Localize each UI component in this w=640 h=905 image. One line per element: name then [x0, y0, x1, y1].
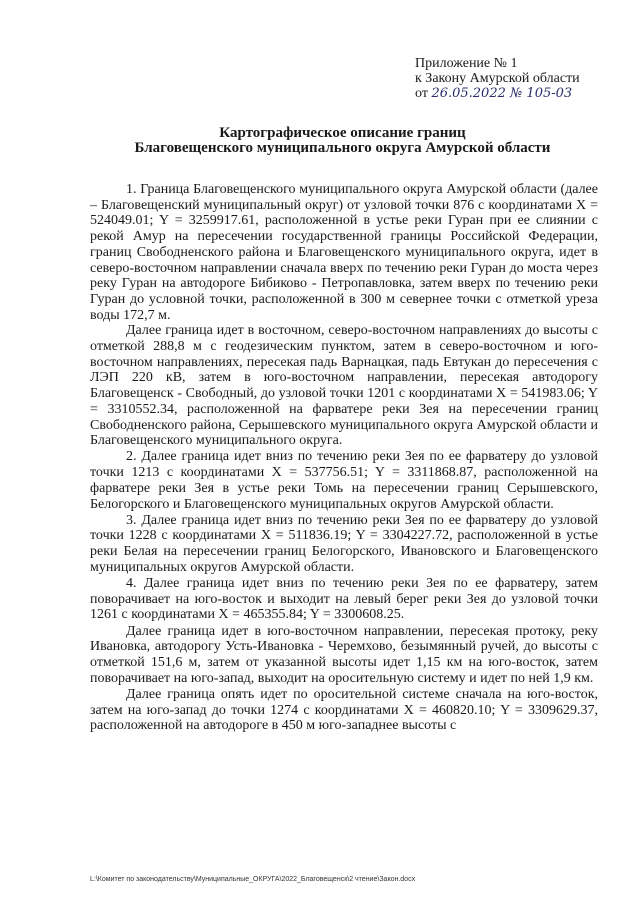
annex-line-2: к Закону Амурской области [415, 71, 580, 86]
annex-date-prefix: от [415, 86, 428, 101]
paragraph: Далее граница идет в восточном, северо-восточном направлениях до высоты с отметкой 288,8 м с геодезическим пунктом, затем в северо-восточном и юго-восточном направлениях, пересекая падь Варнацкая, падь Евтукан до пересечения с ЛЭП 220 кВ, затем в юго-восточном направлении, пересекая автодорогу Благовещенск - Свободный, до узловой точки 1201 с координатами X = 541983.06; Y = 3310552.34, расположенной на фарватере реки Зея на пересечении границ Свободненского района, Серышевского муниципального округа Амурской области и Благовещенского муниципального округа. [90, 323, 598, 449]
annex-line-1: Приложение № 1 [415, 56, 518, 71]
title-line-2: Благовещенского муниципального округа Амурской области [134, 140, 551, 156]
paragraph: 4. Далее граница идет вниз по течению реки Зея по ее фарватеру, затем поворачивает на юго-восток и выходит на левый берег реки Зея до узловой точки 1261 с координатами X = 465355.84; Y = 3300608.25. [90, 576, 598, 623]
document-title [0, 126, 640, 156]
paragraph: 1. Граница Благовещенского муниципального округа Амурской области (далее – Благовещенский муниципальный округ) от узловой точки 876 с координатами X = 524049.01; Y = 3259917.61, расположенной в устье реки Гуран при ее слиянии с рекой Амур на пересечении государственной границы Российской Федерации, границ Свободненского района и Благовещенского муниципального округа, идет в северо-восточном направлении сначала вверх по течению реки Гуран до моста через реку Гуран на автодороге Бибиково - Петропавловка, затем вверх по течению реки Гуран до условной точки, расположенной в 300 м севернее точки с отметкой уреза воды 172,7 м. [90, 182, 598, 323]
footer-file-path: L:\Комитет по законодательству\Муниципальные_ОКРУГА\2022_Благовещенск\2 чтение\Закон.docx [90, 876, 416, 883]
annex-block [415, 56, 580, 101]
title-line-1: Картографическое описание границ [219, 125, 466, 141]
paragraph: Далее граница опять идет по оросительной системе сначала на юго-восток, затем на юго-запад до точки 1274 с координатами X = 460820.10; Y = 3309629.37, расположенной на автодороге в 450 м юго-западнее высоты с [90, 687, 598, 734]
annex-line-3 [415, 86, 580, 101]
paragraph: 2. Далее граница идет вниз по течению реки Зея по ее фарватеру до узловой точки 1213 с координатами X = 537756.51; Y = 3311868.87, расположенной на фарватере реки Зея в устье реки Томь на пересечении границ Серышевского, Белогорского и Благовещенского муниципальных округов Амурской области. [90, 449, 598, 512]
paragraph: 3. Далее граница идет вниз по течению реки Зея по ее фарватеру до узловой точки 1228 с координатами X = 511836.19; Y = 3304227.72, расположенной в устье реки Белая на пересечении границ Белогорского, Ивановского и Благовещенского муниципальных округов Амурской области. [90, 512, 598, 575]
handwritten-date-number: 26.05.2022 № 105-03 [431, 86, 573, 101]
paragraph: Далее граница идет в юго-восточном направлении, пересекая протоку, реку Ивановка, автодорогу Усть-Ивановка - Черемхово, безымянный ручей, до высоты с отметкой 151,6 м, затем от указанной высоты идет 1,15 км на юго-восток, затем поворачивает на юго-запад, выходит на оросительную систему и идет по ней 1,9 км. [90, 623, 598, 686]
document-body [90, 182, 598, 734]
